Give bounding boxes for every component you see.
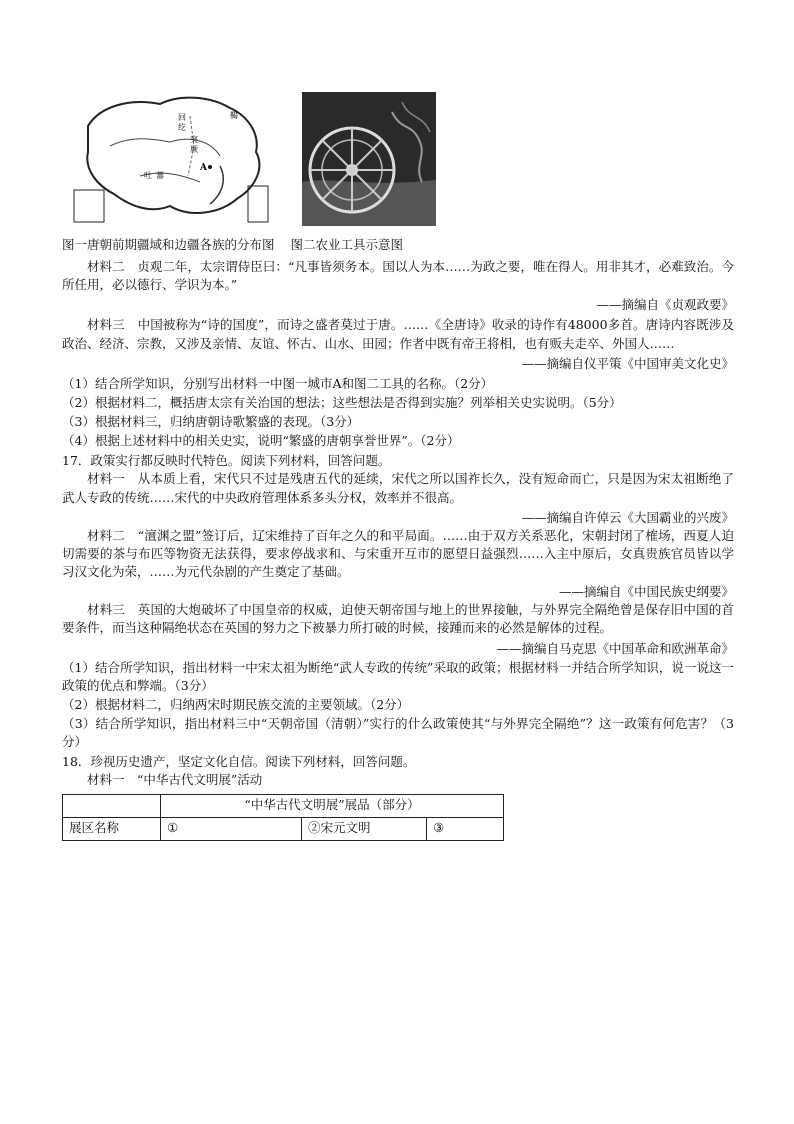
question-item: （3）结合所学知识，指出材料三中“天朝帝国（清朝）”实行的什么政策使其“与外界完全隔绝”？这一政策有何危害？（3分） [62,716,734,750]
exhibit-table [62,794,504,841]
tang-territory-map [70,86,270,226]
material-text: 材料一 从本质上看，宋代只不过是残唐五代的延续，宋代之所以国祚长久，没有短命而亡，只是因为宋太祖断绝了武人专政的传统……宋代的中央政府管理体系多头分权，效率并不很高。 [62,471,734,505]
figure-captions [62,236,415,254]
table-row [63,817,504,840]
question-17 [62,452,734,751]
material-text: 材料二 “澶渊之盟”签订后，辽宋维持了百年之久的和平局面。……由于双方关系恶化，宋朝封闭了榷场，西夏人迫切需要的茶与布匹等物资无法获得，要求停战求和、与宋重开互市的愿望日益强烈……入主中原后，女真贵族官员皆以学习汉文化为荣，……为元代杂剧的产生奠定了基础。 [62,527,734,579]
exam-content [62,258,734,843]
map-label: 鞨 [230,111,238,120]
table-row [63,794,504,817]
question-stem: 17．政策实行都反映时代特色。阅读下列材料，回答问题。 [62,453,391,469]
question-item: （2）根据材料二，概括唐太宗有关治国的想法；这些想法是否得到实施？列举相关史实说明。（5分） [62,394,622,410]
material-text: 材料一 “中华古代文明展”活动 [87,772,263,788]
material-text: 材料二 贞观二年，太宗谓侍臣曰：“凡事皆须务本。国以人为本……为政之要，唯在得人。用非其才，必难致治。今所任用，必以德行、学识为本。” [62,259,734,293]
map-label: 回 [178,113,186,122]
material-source: ——摘编自许倬云《大国霸业的兴废》 [521,509,734,525]
material-source: ——摘编自马克思《中国革命和欧洲革命》 [496,640,734,656]
caption-figure-2: 图二农业工具示意图 [290,237,404,252]
material-source: ——摘编自《中国民族史纲要》 [558,584,734,600]
caption-figure-1: 图一唐朝前期疆域和边疆各族的分布图 [62,237,275,252]
table-row-label: 展区名称 [63,817,161,840]
question-item: （4）根据上述材料中的相关史实，说明“繁盛的唐朝享誉世界”。（2分） [62,433,460,449]
map-label: 厥 [190,145,198,154]
table-cell: ②宋元文明 [302,817,427,840]
table-cell-empty [63,794,161,817]
material-source: ——摘编自仪平策《中国审美文化史》 [521,355,734,371]
question-item: （1）结合所学知识，指出材料一中宋太祖为断绝“武人专政的传统”采取的政策；根据材料一并结合所学知识，说一说这一政策的优点和弊端。（3分） [62,659,734,693]
map-label: 吐 [144,171,152,180]
map-label-city-a: A [200,163,207,173]
q16-material-3 [62,316,734,372]
question-18 [62,753,734,840]
material-text: 材料三 英国的大炮破坏了中国皇帝的权威，迫使天朝帝国与地上的世界接触，与外界完全隔绝曾是保存旧中国的首要条件，而当这种隔绝状态在英国的努力之下被暴力所打破的时候，接踵而来的必然是解体的过程。 [62,602,734,636]
material-text: 材料三 中国被称为“诗的国度”，而诗之盛者莫过于唐。……《全唐诗》收录的诗作有48000多首。唐诗内容既涉及政治、经济、宗教，又涉及亲情、友谊、怀古、山水、田园；作者中既有帝王将相，也有贩夫走卒、外国人…… [62,317,734,351]
map-label: 纥 [178,123,186,132]
material-source: ——摘编自《贞观政要》 [596,297,734,313]
figures-row [70,86,470,226]
waterwheel-illustration [302,92,436,226]
table-cell: ③ [427,817,504,840]
question-item: （2）根据材料二，归纳两宋时期民族交流的主要领域。（2分） [62,696,410,712]
table-header: “中华古代文明展”展品（部分） [161,794,504,817]
q16-material-2 [62,258,734,314]
map-label: 蕃 [156,171,164,180]
q16-questions [62,375,734,451]
table-cell: ① [161,817,302,840]
question-item: （3）根据材料三，归纳唐朝诗歌繁盛的表现。（3分） [62,414,360,429]
map-label: 突 [190,135,198,144]
question-item: （1）结合所学知识，分别写出材料一中图一城市A和图二工具的名称。（2分） [62,375,494,391]
question-stem: 18．珍视历史遗产，坚定文化自信。阅读下列材料，回答问题。 [62,754,416,770]
